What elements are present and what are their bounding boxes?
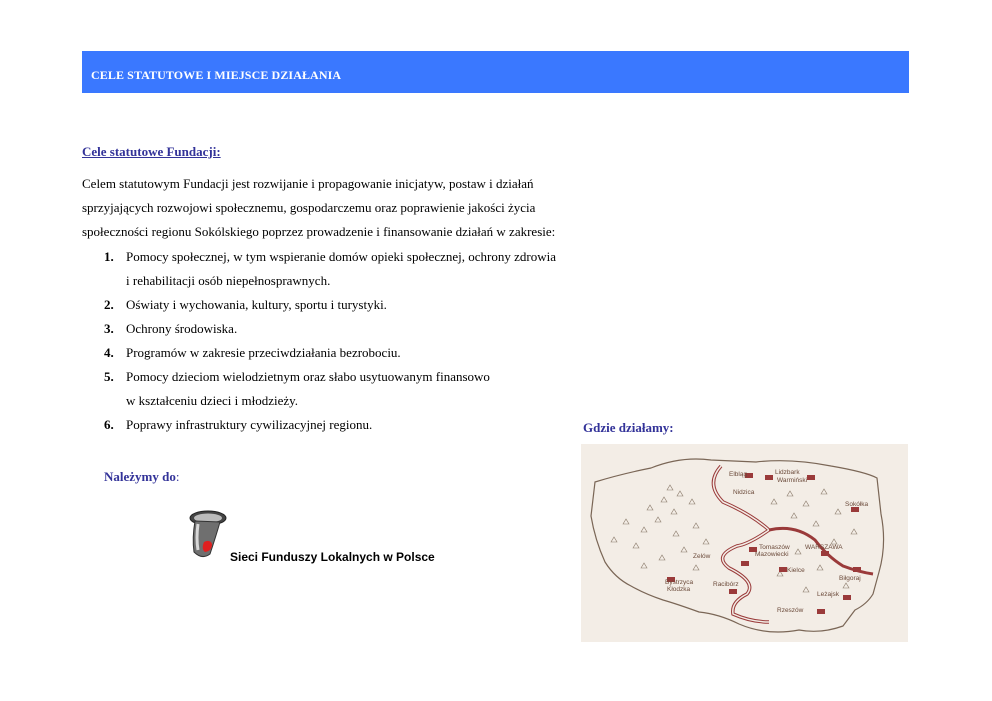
goal-line: Pomocy społecznej, w tym wspieranie domów opieki społecznej, ochrony zdrowia bbox=[126, 249, 556, 264]
intro-line: społeczności regionu Sokólskiego poprzez prowadzenie i finansowanie działań w zakresie: bbox=[82, 224, 556, 239]
banner-title: CELE STATUTOWE I MIEJSCE DZIAŁANIA bbox=[91, 68, 342, 82]
settlement-markers bbox=[611, 485, 857, 592]
town-raciborz: Racibórz bbox=[713, 581, 739, 588]
town-kielce: Kielce bbox=[787, 567, 805, 574]
town-warszawa: WARSZAWA bbox=[805, 544, 843, 551]
belong-heading bbox=[104, 469, 179, 485]
goal-line: Pomocy dzieciom wielodzietnym oraz słabo usytuowanym finansowo bbox=[126, 369, 490, 384]
header-banner bbox=[82, 51, 909, 93]
town-klodzka: Kłodzka bbox=[667, 586, 691, 593]
goal-item bbox=[104, 365, 604, 413]
goal-line: Oświaty i wychowania, kultury, sportu i turystyki. bbox=[126, 297, 387, 312]
goal-line: Ochrony środowiska. bbox=[126, 321, 238, 336]
intro-line: Celem statutowym Fundacji jest rozwijanie i propagowanie inicjatyw, postaw i działań bbox=[82, 176, 534, 191]
town-elblag: Elbląg bbox=[729, 471, 748, 478]
town-lidzbark: Lidzbark bbox=[775, 469, 800, 476]
town-nidzica: Nidzica bbox=[733, 489, 755, 496]
goal-item bbox=[104, 293, 604, 317]
town-lezajsk: Leżajsk bbox=[817, 591, 840, 598]
goal-number: 1. bbox=[104, 249, 114, 264]
town-mazowiecki: Mazowiecki bbox=[755, 551, 789, 558]
intro-paragraph bbox=[82, 172, 622, 244]
goal-item bbox=[104, 341, 604, 365]
town-sokolka: Sokółka bbox=[845, 501, 869, 508]
goal-text bbox=[126, 341, 401, 365]
goal-text bbox=[126, 317, 237, 341]
goal-line: i rehabilitacji osób niepełnosprawnych. bbox=[126, 273, 331, 288]
goal-item bbox=[104, 317, 604, 341]
goal-item bbox=[104, 245, 604, 293]
town-tomaszow: Tomaszów bbox=[759, 544, 790, 551]
belong-label: Należymy do bbox=[104, 469, 176, 484]
goal-line: Programów w zakresie przeciwdziałania bezrobociu. bbox=[126, 345, 401, 360]
goal-number: 2. bbox=[104, 297, 114, 312]
intro-line: sprzyjających rozwojowi społecznemu, gospodarczemu oraz poprawienie jakości życia bbox=[82, 200, 536, 215]
goal-number: 5. bbox=[104, 369, 114, 384]
belong-colon: : bbox=[175, 469, 180, 484]
goal-number: 6. bbox=[104, 417, 114, 432]
goal-text bbox=[126, 245, 556, 293]
goal-number: 3. bbox=[104, 321, 114, 336]
goal-text bbox=[126, 293, 387, 317]
poland-map bbox=[581, 444, 908, 642]
goal-text bbox=[126, 365, 490, 413]
town-bilgoraj: Biłgoraj bbox=[839, 575, 861, 582]
town-zelow: Zelów bbox=[693, 553, 711, 560]
town-warminski: Warmiński bbox=[777, 477, 808, 484]
where-heading: Gdzie działamy: bbox=[583, 420, 674, 435]
top-hat-icon bbox=[186, 506, 228, 562]
network-name: Sieci Funduszy Lokalnych w Polsce bbox=[230, 550, 435, 564]
town-rzeszow: Rzeszów bbox=[777, 607, 804, 614]
goal-line: Poprawy infrastruktury cywilizacyjnej regionu. bbox=[126, 417, 373, 432]
goal-line: w kształceniu dzieci i młodzieży. bbox=[126, 393, 299, 408]
goal-number: 4. bbox=[104, 345, 114, 360]
goals-list bbox=[104, 245, 604, 437]
town-bystrzyca: Bystrzyca bbox=[665, 579, 694, 586]
map-graphic bbox=[581, 444, 908, 642]
goal-item bbox=[104, 413, 604, 437]
goal-text bbox=[126, 413, 372, 437]
statutory-goals-heading: Cele statutowe Fundacji: bbox=[82, 144, 221, 159]
